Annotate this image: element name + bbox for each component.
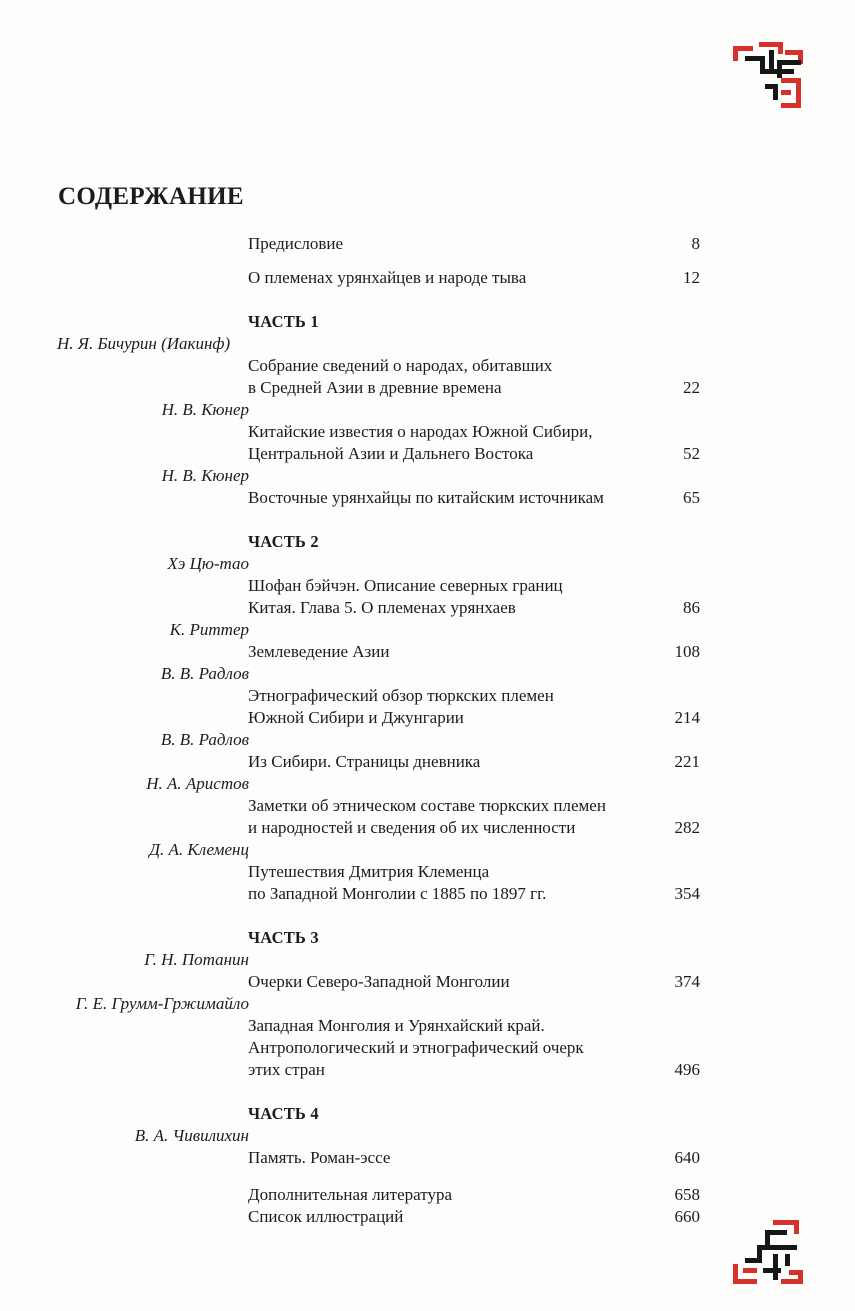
ornament-red-parts <box>733 42 803 108</box>
toc-author: Н. Я. Бичурин (Иакинф) <box>57 334 231 353</box>
toc-title-line: Китая. Глава 5. О племенах урянхаев <box>248 598 516 617</box>
toc-title-line: Очерки Северо-Западной Монголии <box>248 972 510 991</box>
toc-title-tribes: О племенах урянхайцев и народе тыва <box>248 268 527 287</box>
toc-author: Н. В. Кюнер <box>161 466 249 485</box>
toc-page-number: 354 <box>674 884 700 903</box>
toc-page-extra-literature: 658 <box>674 1185 700 1204</box>
toc-page-number: 108 <box>674 642 700 661</box>
toc-page-number: 374 <box>674 972 700 991</box>
toc-author: В. А. Чивилихин <box>134 1126 249 1145</box>
toc-page-number: 496 <box>674 1060 700 1079</box>
toc-page-tribes: 12 <box>683 268 700 287</box>
ornament-red-parts <box>733 1220 803 1284</box>
toc-page-number: 65 <box>683 488 700 507</box>
toc-title-line: Западная Монголия и Урянхайский край. <box>248 1016 545 1035</box>
toc-author: К. Риттер <box>169 620 249 639</box>
toc-author: Г. Е. Грумм-Гржимайло <box>75 994 249 1013</box>
toc-page-number: 640 <box>674 1148 700 1167</box>
toc-title-line: и народностей и сведения об их численности <box>248 818 576 837</box>
toc-author: Н. В. Кюнер <box>161 400 249 419</box>
part-4-heading: ЧАСТЬ 4 <box>248 1104 319 1123</box>
toc-page-number: 282 <box>674 818 700 837</box>
part-2-heading: ЧАСТЬ 2 <box>248 532 319 551</box>
toc-title-extra-literature: Дополнительная литература <box>248 1185 452 1204</box>
toc-page-number: 22 <box>683 378 700 397</box>
toc-title-line: Землеведение Азии <box>248 642 390 661</box>
toc-page-number: 221 <box>674 752 700 771</box>
toc-author: Н. А. Аристов <box>146 774 249 793</box>
ornament-black-parts <box>745 50 801 100</box>
toc-title-line: Антропологический и этнографический очерк <box>248 1038 584 1057</box>
ornament-top-icon <box>733 42 805 108</box>
toc-author: Д. А. Клеменц <box>149 840 249 859</box>
toc-title-line: Китайские известия о народах Южной Сибири, <box>248 422 593 441</box>
toc-title-line: в Средней Азии в древние времена <box>248 378 502 397</box>
toc-title-line: Собрание сведений о народах, обитавших <box>248 356 553 375</box>
toc-title-line: Южной Сибири и Джунгарии <box>248 708 464 727</box>
toc-page-illustrations: 660 <box>674 1207 700 1226</box>
toc-title-line: Центральной Азии и Дальнего Востока <box>248 444 534 463</box>
toc-author: Хэ Цю-тао <box>167 554 249 573</box>
toc-title-line: Этнографический обзор тюркских племен <box>248 686 554 705</box>
toc-title-line: по Западной Монголии с 1885 по 1897 гг. <box>248 884 547 903</box>
part-1-heading: ЧАСТЬ 1 <box>248 312 319 331</box>
toc-title-line: Шофан бэйчэн. Описание северных границ <box>248 576 563 595</box>
toc-title-line: Из Сибири. Страницы дневника <box>248 752 481 771</box>
part-3-heading: ЧАСТЬ 3 <box>248 928 319 947</box>
toc-author: Г. Н. Потанин <box>144 950 249 969</box>
toc-page-number: 52 <box>683 444 700 463</box>
toc-title-illustrations: Список иллюстраций <box>248 1207 404 1226</box>
toc-title-line: Заметки об этническом составе тюркских племен <box>248 796 606 815</box>
toc-title-line: этих стран <box>248 1060 325 1079</box>
page-title: СОДЕРЖАНИЕ <box>58 183 244 210</box>
toc-title-preface: Предисловие <box>248 234 344 253</box>
toc-page-number: 86 <box>683 598 700 617</box>
toc-author: В. В. Радлов <box>160 664 249 683</box>
ornament-bottom-icon <box>733 1220 805 1286</box>
toc-page-number: 214 <box>674 708 700 727</box>
toc-title-line: Память. Роман-эссе <box>248 1148 391 1167</box>
toc-author: В. В. Радлов <box>160 730 249 749</box>
toc-page-preface: 8 <box>691 234 700 253</box>
toc-title-line: Путешествия Дмитрия Клеменца <box>248 862 490 881</box>
toc-title-line: Восточные урянхайцы по китайским источникам <box>248 488 604 507</box>
